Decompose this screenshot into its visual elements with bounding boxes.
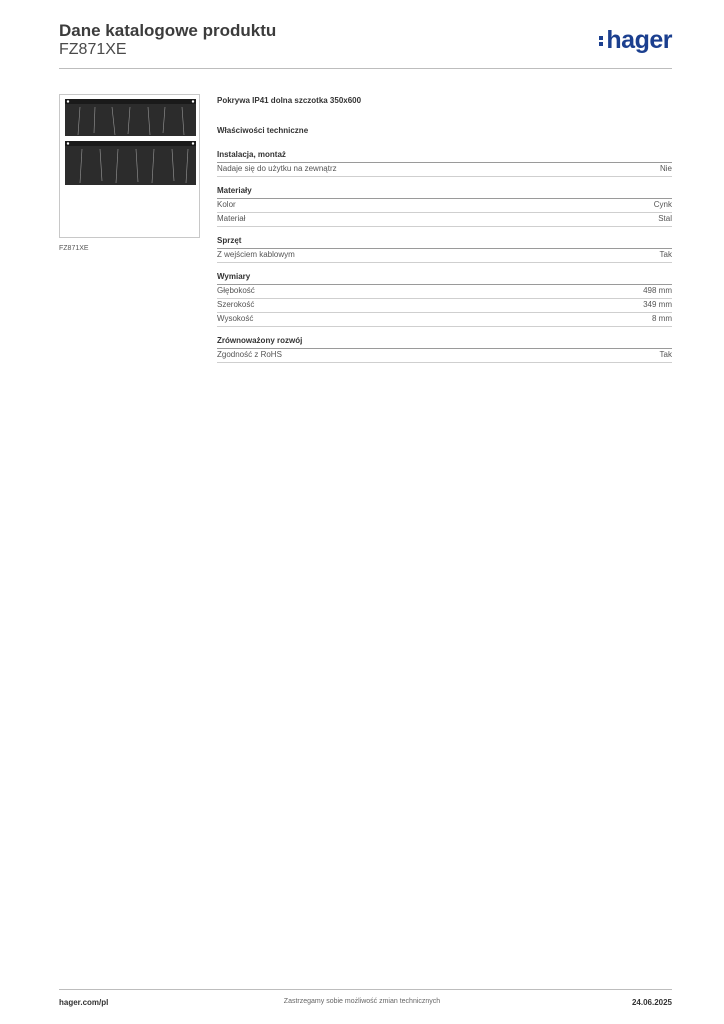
footer-date: 24.06.2025: [631, 998, 672, 1007]
spec-row: [217, 213, 672, 227]
spec-row: [217, 299, 672, 313]
page-header: [59, 20, 672, 70]
section-title: Właściwości techniczne: [217, 126, 309, 135]
hager-logo: [599, 26, 672, 55]
footer-disclaimer: Zastrzegamy sobie możliwość zmian technicznych: [283, 998, 441, 1005]
spec-value: Tak: [659, 350, 672, 359]
group-materials: [217, 186, 672, 227]
spec-row: [217, 199, 672, 213]
footer-divider: [59, 989, 672, 990]
spec-value: Nie: [659, 164, 672, 173]
header-divider: [59, 68, 672, 69]
group-title: Sprzęt: [217, 236, 672, 249]
spec-row: [217, 249, 672, 263]
spec-value: 349 mm: [643, 300, 672, 309]
brush-strip-illustration: [60, 95, 199, 237]
technical-content: [217, 96, 672, 372]
footer-website[interactable]: hager.com/pl: [59, 998, 109, 1007]
spec-row: [217, 285, 672, 299]
spec-label: Materiał: [217, 214, 246, 223]
group-title: Zrównoważony rozwój: [217, 336, 672, 349]
logo-text: hager: [606, 26, 672, 54]
spec-label: Wysokość: [217, 314, 254, 323]
image-caption: FZ871XE: [59, 245, 89, 252]
spec-row: [217, 313, 672, 327]
logo-dots-icon: [599, 34, 604, 48]
spec-label: Nadaje się do użytku na zewnątrz: [217, 164, 337, 173]
spec-row: [217, 163, 672, 177]
group-hardware: [217, 236, 672, 263]
spec-value: Tak: [659, 250, 672, 259]
group-sustainability: [217, 336, 672, 363]
spec-value: Stal: [658, 214, 672, 223]
group-title: Instalacja, montaż: [217, 150, 672, 163]
spec-value: 498 mm: [643, 286, 672, 295]
group-dimensions: [217, 272, 672, 327]
spec-value: 8 mm: [652, 314, 672, 323]
spec-label: Kolor: [217, 200, 236, 209]
group-installation: [217, 150, 672, 177]
spec-value: Cynk: [653, 200, 672, 209]
document-title: Dane katalogowe produktu: [59, 21, 277, 40]
group-title: Wymiary: [217, 272, 672, 285]
spec-label: Z wejściem kablowym: [217, 250, 295, 259]
product-image: [59, 94, 200, 238]
product-code: FZ871XE: [59, 41, 127, 58]
product-name: Pokrywa IP41 dolna szczotka 350x600: [217, 96, 362, 105]
spec-row: [217, 349, 672, 363]
spec-label: Zgodność z RoHS: [217, 350, 282, 359]
spec-label: Głębokość: [217, 286, 255, 295]
group-title: Materiały: [217, 186, 672, 199]
spec-label: Szerokość: [217, 300, 255, 309]
